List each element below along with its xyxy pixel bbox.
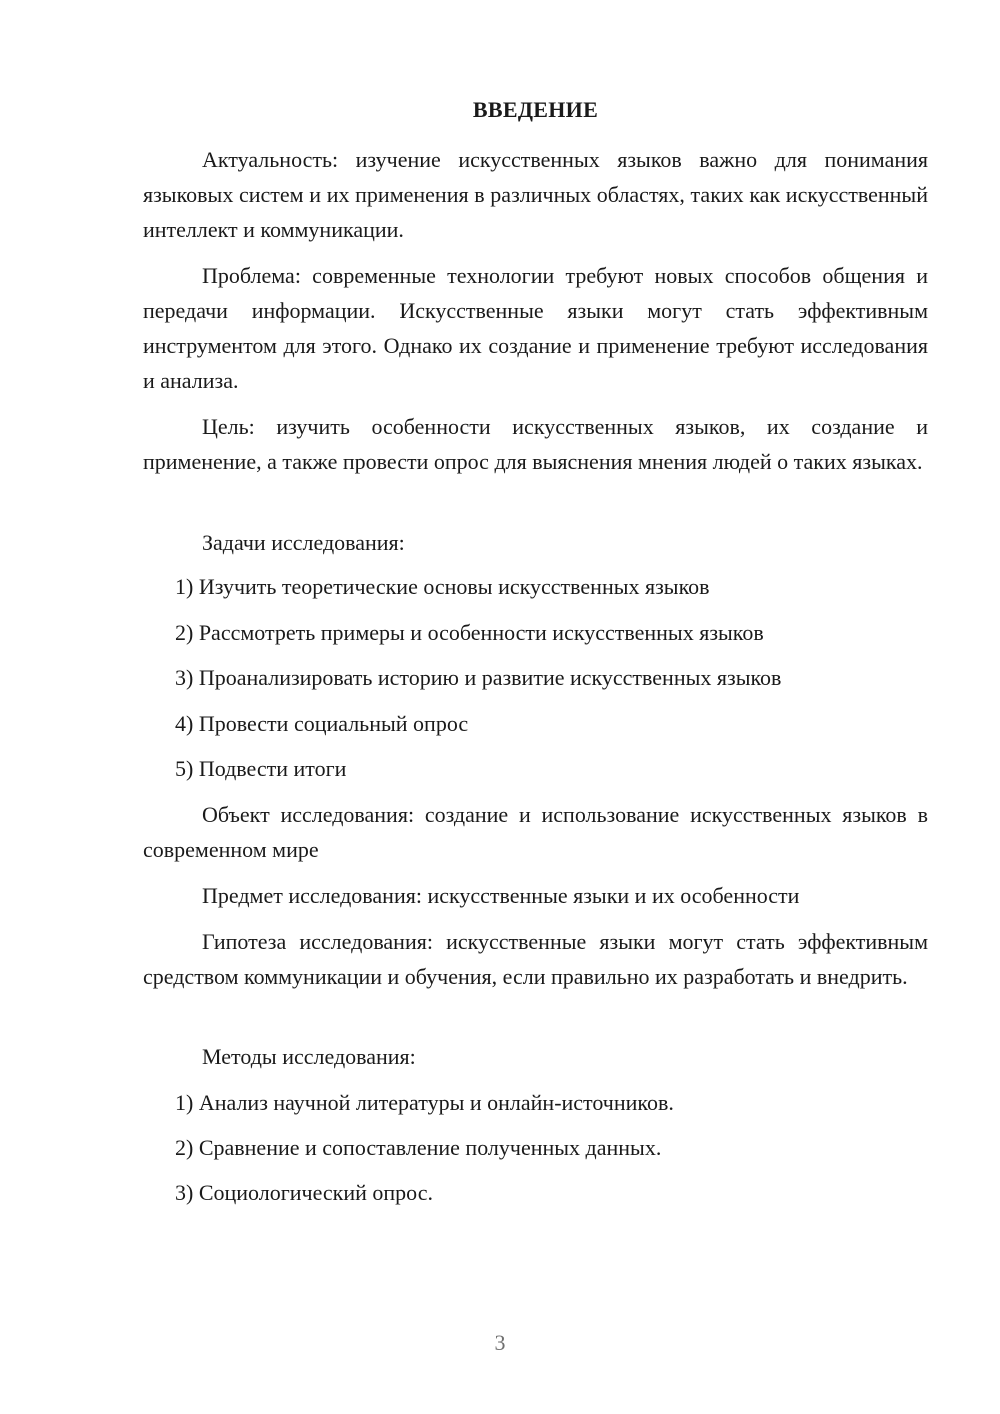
- task-item: 4) Провести социальный опрос: [175, 711, 469, 736]
- task-item: 3) Проанализировать историю и развитие искусственных языков: [175, 665, 782, 690]
- task-item: 5) Подвести итоги: [175, 756, 347, 781]
- subject-paragraph: Предмет исследования: искусственные языки и их особенности: [202, 883, 800, 908]
- task-item: 2) Рассмотреть примеры и особенности искусственных языков: [175, 620, 764, 645]
- relevance-paragraph: Актуальность: изучение искусственных языков важно для понимания языковых систем и их применения в различных областях, таких как искусственный интеллект и коммуникации.: [143, 147, 928, 242]
- method-item: 1) Анализ научной литературы и онлайн-источников.: [175, 1090, 674, 1115]
- object-paragraph: Объект исследования: создание и использование искусственных языков в современном мире: [143, 802, 928, 862]
- page-number: 3: [494, 1330, 506, 1355]
- document-page: [143, 0, 928, 1414]
- method-item: 3) Социологический опрос.: [175, 1180, 433, 1205]
- problem-paragraph: Проблема: современные технологии требуют новых способов общения и передачи информации. Искусственные языки могут стать эффективным инструментом для этого. Однако их создание и применение требуют исследования и анализа.: [143, 263, 928, 393]
- page-title: ВВЕДЕНИЕ: [472, 97, 599, 122]
- hypothesis-paragraph: Гипотеза исследования: искусственные языки могут стать эффективным средством коммуникации и обучения, если правильно их разработать и внедрить.: [143, 929, 928, 989]
- methods-heading: Методы исследования:: [202, 1044, 416, 1069]
- goal-paragraph: Цель: изучить особенности искусственных языков, их создание и применение, а также провести опрос для выяснения мнения людей о таких языках.: [143, 414, 928, 474]
- tasks-heading: Задачи исследования:: [202, 530, 405, 555]
- method-item: 2) Сравнение и сопоставление полученных данных.: [175, 1135, 662, 1160]
- task-item: 1) Изучить теоретические основы искусственных языков: [175, 574, 710, 599]
